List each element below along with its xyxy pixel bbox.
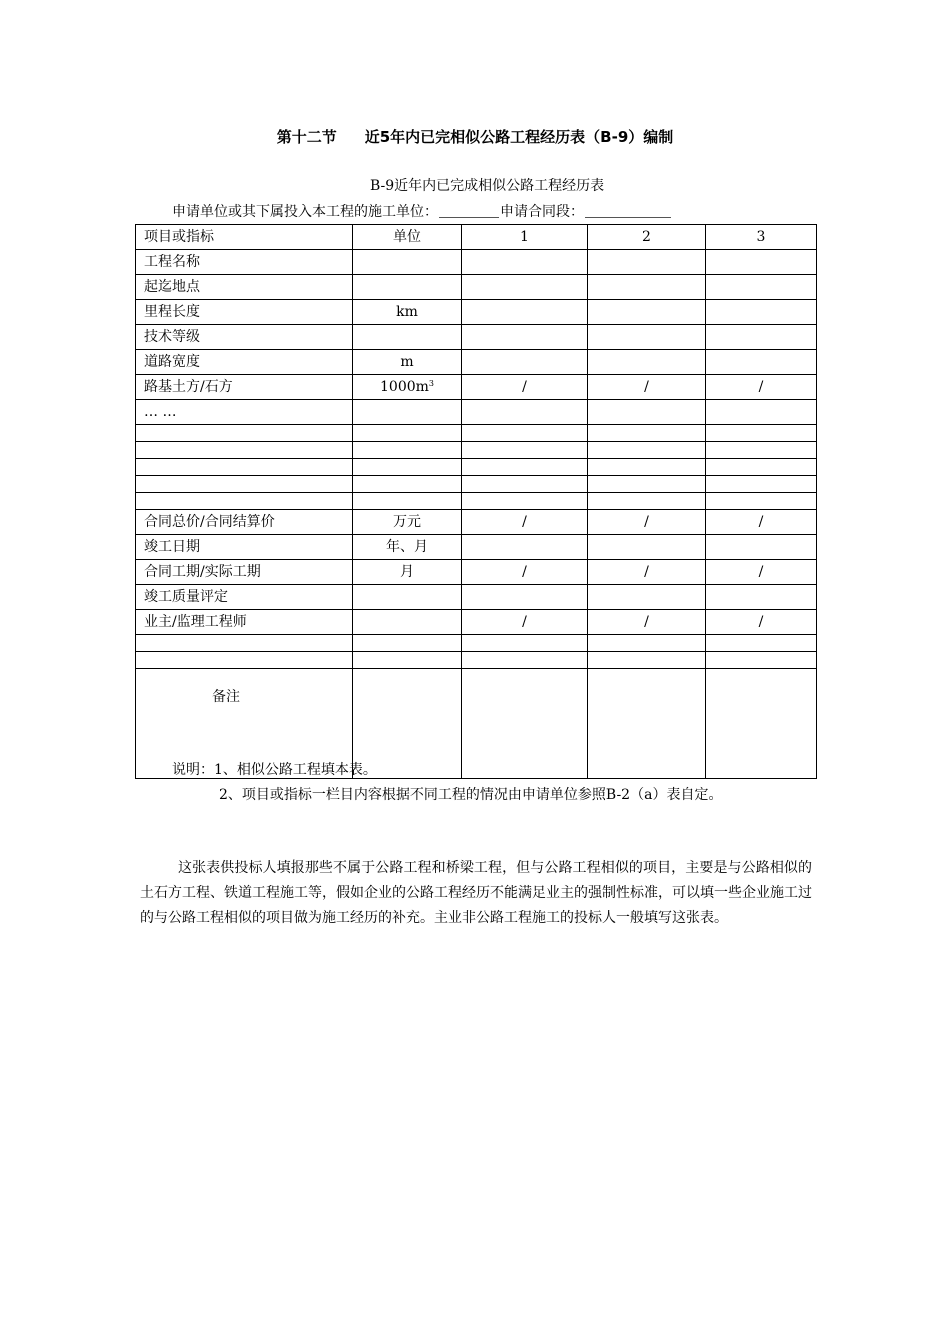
row-label: 业主/监理工程师: [136, 610, 353, 635]
value-cell-2[interactable]: [588, 275, 706, 300]
blank-cell[interactable]: [588, 652, 706, 669]
value-cell-1[interactable]: [462, 535, 588, 560]
value-cell-3[interactable]: /: [706, 375, 817, 400]
value-cell-1[interactable]: [462, 300, 588, 325]
blank-cell[interactable]: [462, 493, 588, 510]
blank-row: [136, 652, 817, 669]
unit-text: 1000m: [380, 379, 429, 395]
value-cell-3[interactable]: /: [706, 560, 817, 585]
blank-cell[interactable]: [353, 459, 462, 476]
value-cell-2[interactable]: [588, 300, 706, 325]
unit-cell[interactable]: [353, 250, 462, 275]
blank-cell[interactable]: [136, 493, 353, 510]
table-row: [136, 250, 817, 275]
row-label: 道路宽度: [136, 350, 353, 375]
table-row: [136, 275, 817, 300]
unit-cell: m: [353, 350, 462, 375]
blank-cell[interactable]: [353, 635, 462, 652]
blank-row: [136, 476, 817, 493]
contract-section-label: 申请合同段：: [500, 204, 584, 220]
blank-cell[interactable]: [136, 459, 353, 476]
value-cell-2[interactable]: /: [588, 610, 706, 635]
row-label: 里程长度: [136, 300, 353, 325]
blank-cell[interactable]: [588, 476, 706, 493]
section-heading: [0, 127, 950, 147]
blank-cell[interactable]: [706, 493, 817, 510]
table-row: [136, 300, 817, 325]
table-row: [136, 535, 817, 560]
row-label: 路基土方/石方: [136, 375, 353, 400]
row-label: 工程名称: [136, 250, 353, 275]
remarks-cell-2[interactable]: [588, 669, 706, 779]
blank-cell[interactable]: [706, 476, 817, 493]
blank-cell[interactable]: [706, 459, 817, 476]
blank-cell[interactable]: [353, 442, 462, 459]
header-unit: 单位: [353, 225, 462, 250]
note-1: 说明：1、相似公路工程填本表。: [172, 762, 377, 778]
blank-row: [136, 459, 817, 476]
value-cell-2[interactable]: /: [588, 375, 706, 400]
row-label: 合同总价/合同结算价: [136, 510, 353, 535]
value-cell-1[interactable]: /: [462, 560, 588, 585]
blank-cell[interactable]: [136, 635, 353, 652]
blank-row: [136, 425, 817, 442]
value-cell-2[interactable]: /: [588, 510, 706, 535]
table-row: [136, 585, 817, 610]
header-col-2: 2: [588, 225, 706, 250]
header-item: 项目或指标: [136, 225, 353, 250]
value-cell-3[interactable]: [706, 535, 817, 560]
blank-cell[interactable]: [353, 476, 462, 493]
blank-cell[interactable]: [588, 425, 706, 442]
value-cell-1[interactable]: [462, 250, 588, 275]
experience-table: [135, 224, 817, 779]
unit-cell[interactable]: [353, 275, 462, 300]
blank-cell[interactable]: [136, 476, 353, 493]
row-label: 起迄地点: [136, 275, 353, 300]
value-cell-2[interactable]: [588, 535, 706, 560]
value-cell-2[interactable]: [588, 325, 706, 350]
blank-cell[interactable]: [462, 459, 588, 476]
value-cell-1[interactable]: [462, 325, 588, 350]
value-cell-3[interactable]: [706, 325, 817, 350]
blank-cell[interactable]: [462, 476, 588, 493]
blank-row: [136, 635, 817, 652]
unit-cell: 月: [353, 560, 462, 585]
applicant-unit-label: 申请单位或其下属投入本工程的施工单位：: [172, 204, 438, 220]
blank-cell[interactable]: [462, 652, 588, 669]
value-cell-2[interactable]: [588, 400, 706, 425]
row-label: 竣工质量评定: [136, 585, 353, 610]
section-number: 第十二节: [276, 128, 337, 146]
value-cell-3[interactable]: [706, 400, 817, 425]
unit-superscript: 3: [428, 379, 434, 388]
remarks-cell-3[interactable]: [706, 669, 817, 779]
value-cell-3[interactable]: [706, 300, 817, 325]
unit-cell[interactable]: [353, 325, 462, 350]
blank-cell[interactable]: [588, 459, 706, 476]
table-row: [136, 400, 817, 425]
value-cell-3[interactable]: [706, 585, 817, 610]
table-row: [136, 560, 817, 585]
blank-cell[interactable]: [706, 442, 817, 459]
value-cell-2[interactable]: [588, 585, 706, 610]
row-label: 竣工日期: [136, 535, 353, 560]
value-cell-2[interactable]: [588, 250, 706, 275]
blank-cell[interactable]: [353, 652, 462, 669]
blank-cell[interactable]: [588, 442, 706, 459]
value-cell-3[interactable]: [706, 275, 817, 300]
value-cell-3[interactable]: /: [706, 610, 817, 635]
applicant-line: [172, 202, 671, 222]
blank-cell[interactable]: [136, 442, 353, 459]
table-row: [136, 350, 817, 375]
value-cell-1[interactable]: [462, 275, 588, 300]
blank-cell[interactable]: [588, 635, 706, 652]
table-header-row: [136, 225, 817, 250]
explanation-paragraph: 这张表供投标人填报那些不属于公路工程和桥梁工程，但与公路工程相似的项目，主要是与公路相似的土石方工程、铁道工程施工等，假如企业的公路工程经历不能满足业主的强制性标准，可以填一些企业施工过的与公路工程相似的项目做为施工经历的补充。主业非公路工程施工的投标人一般填写这张表。: [140, 860, 812, 926]
unit-cell: [353, 375, 462, 400]
value-cell-3[interactable]: [706, 350, 817, 375]
blank-cell[interactable]: [353, 425, 462, 442]
table-row: [136, 510, 817, 535]
unit-cell[interactable]: [353, 400, 462, 425]
header-col-1: 1: [462, 225, 588, 250]
unit-cell: 年、月: [353, 535, 462, 560]
blank-cell[interactable]: [462, 442, 588, 459]
unit-cell: km: [353, 300, 462, 325]
blank-cell[interactable]: [136, 425, 353, 442]
value-cell-1[interactable]: [462, 400, 588, 425]
note-2: 2、项目或指标一栏目内容根据不同工程的情况由申请单位参照B-2（a）表自定。: [219, 787, 723, 803]
blank-cell[interactable]: [462, 425, 588, 442]
blank-row: [136, 493, 817, 510]
header-col-3: 3: [706, 225, 817, 250]
value-cell-2[interactable]: [588, 350, 706, 375]
value-cell-3[interactable]: /: [706, 510, 817, 535]
unit-cell: 万元: [353, 510, 462, 535]
table-caption: B-9近年内已完成相似公路工程经历表: [370, 178, 605, 194]
unit-cell[interactable]: [353, 610, 462, 635]
blank-cell[interactable]: [588, 493, 706, 510]
table-row: [136, 325, 817, 350]
section-title: 近5年内已完相似公路工程经历表（B-9）编制: [364, 128, 674, 146]
table-row: [136, 375, 817, 400]
value-cell-1[interactable]: /: [462, 510, 588, 535]
blank-cell[interactable]: [462, 635, 588, 652]
value-cell-3[interactable]: [706, 250, 817, 275]
unit-cell[interactable]: [353, 585, 462, 610]
row-label: … …: [136, 400, 353, 425]
remarks-label: 备注: [136, 669, 353, 779]
row-label: 合同工期/实际工期: [136, 560, 353, 585]
value-cell-1[interactable]: /: [462, 375, 588, 400]
remarks-cell-1[interactable]: [462, 669, 588, 779]
blank-row: [136, 442, 817, 459]
value-cell-2[interactable]: /: [588, 560, 706, 585]
blank-cell[interactable]: [706, 425, 817, 442]
blank-cell[interactable]: [706, 635, 817, 652]
blank-cell[interactable]: [136, 652, 353, 669]
value-cell-1[interactable]: /: [462, 610, 588, 635]
table-row: [136, 610, 817, 635]
blank-cell[interactable]: [706, 652, 817, 669]
row-label: 技术等级: [136, 325, 353, 350]
value-cell-1[interactable]: [462, 350, 588, 375]
applicant-unit-blank[interactable]: [439, 207, 499, 218]
contract-section-blank[interactable]: [585, 207, 671, 218]
value-cell-1[interactable]: [462, 585, 588, 610]
blank-cell[interactable]: [353, 493, 462, 510]
